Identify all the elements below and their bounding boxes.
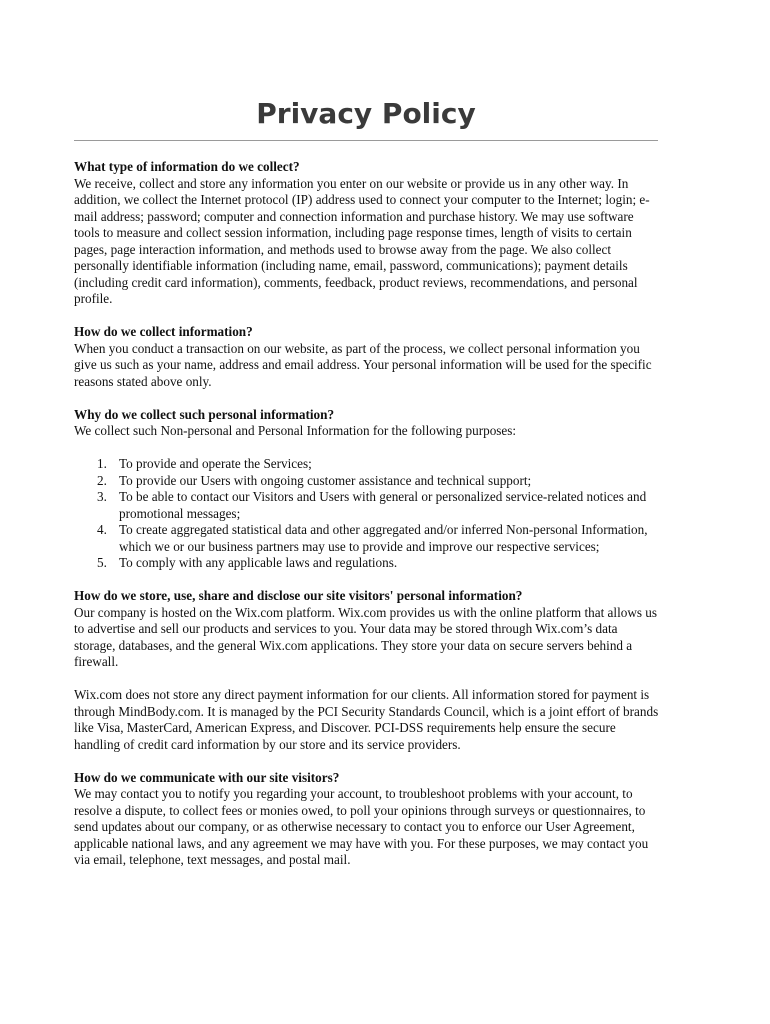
section-body: We may contact you to notify you regarding your account, to troubleshoot problems with your account, to resolve a dispute, to collect fees or monies owed, to poll your opinions through surveys or questionnaires, to send updates about our company, or as otherwise necessary to contact you to enforce our User Agreement, applicable national laws, and any agreement we may have with you. For these purposes, we may contact you via email, telephone, text messages, and postal mail.: [74, 786, 649, 867]
list-item-number: 2.: [97, 472, 107, 488]
section-body: We receive, collect and store any information you enter on our website or provide us in any other way. In addition, we collect the Internet protocol (IP) address used to connect your computer to the Internet; login; e-mail address; password; computer and connection information and purchase history. We may use software tools to measure and collect session information, including page response times, length of visits to certain pages, page interaction information, and methods used to browse away from the page. We also collect personally identifiable information (including name, email, password, communications); payment details (including credit card information), comments, feedback, product reviews, recommendations, and personal profile.: [74, 175, 650, 306]
section-why-collect: [74, 407, 662, 440]
section-heading: How do we store, use, share and disclose our site visitors' personal information?: [74, 588, 523, 603]
section-heading: How do we communicate with our site visitors?: [74, 769, 340, 785]
list-item: [97, 555, 662, 572]
list-item: [97, 456, 662, 473]
section-heading: What type of information do we collect?: [74, 159, 300, 174]
list-item-number: 1.: [97, 456, 107, 471]
list-item-number: 4.: [97, 522, 107, 537]
section-heading: Why do we collect such personal information?: [74, 406, 335, 422]
section-body: Our company is hosted on the Wix.com platform. Wix.com provides us with the online platform that allows us to advertise and sell our products and services to you. Your data may be stored through Wix.com’s data storage, databases, and the general Wix.com applications. They store your data on secure servers behind a firewall.: [74, 604, 658, 669]
section-body: We collect such Non-personal and Personal Information for the following purposes:: [74, 423, 517, 438]
list-item: [97, 489, 662, 522]
list-item: [97, 472, 662, 490]
purposes-list: [74, 456, 662, 572]
page-title: Privacy Policy: [256, 97, 476, 130]
list-item-text: To comply with any applicable laws and regulations.: [119, 555, 398, 570]
section-how-collect: [74, 324, 662, 390]
policy-content: [74, 159, 662, 885]
list-item-number: 5.: [97, 555, 107, 570]
section-information-collected: [74, 159, 662, 308]
section-heading: How do we collect information?: [74, 324, 253, 339]
payment-paragraph: Wix.com does not store any direct payment information for our clients. All information stored for payment is through MindBody.com. It is managed by the PCI Security Standards Council, which is a joint effort of brands like Visa, MasterCard, American Express, and Discover. PCI-DSS requirements help ensure the secure handling of credit card information by our store and its service providers.: [74, 687, 659, 752]
list-item: [97, 522, 662, 555]
list-item-number: 3.: [97, 489, 107, 504]
section-store-share: [74, 588, 662, 671]
title-divider: [74, 140, 658, 141]
list-item-text: To be able to contact our Visitors and Users with general or personalized service-related notices and promotional messages;: [119, 489, 647, 521]
list-item-text: To provide and operate the Services;: [119, 456, 312, 471]
section-communicate: [74, 770, 662, 869]
list-item-text: To create aggregated statistical data and other aggregated and/or inferred Non-personal Information, which we or our business partners may use to provide and improve our respective services;: [119, 522, 648, 554]
list-item-text: To provide our Users with ongoing customer assistance and technical support;: [119, 472, 532, 488]
section-body: When you conduct a transaction on our website, as part of the process, we collect personal information you give us such as your name, address and email address. Your personal information will be used for the specific reasons stated above only.: [74, 340, 652, 389]
